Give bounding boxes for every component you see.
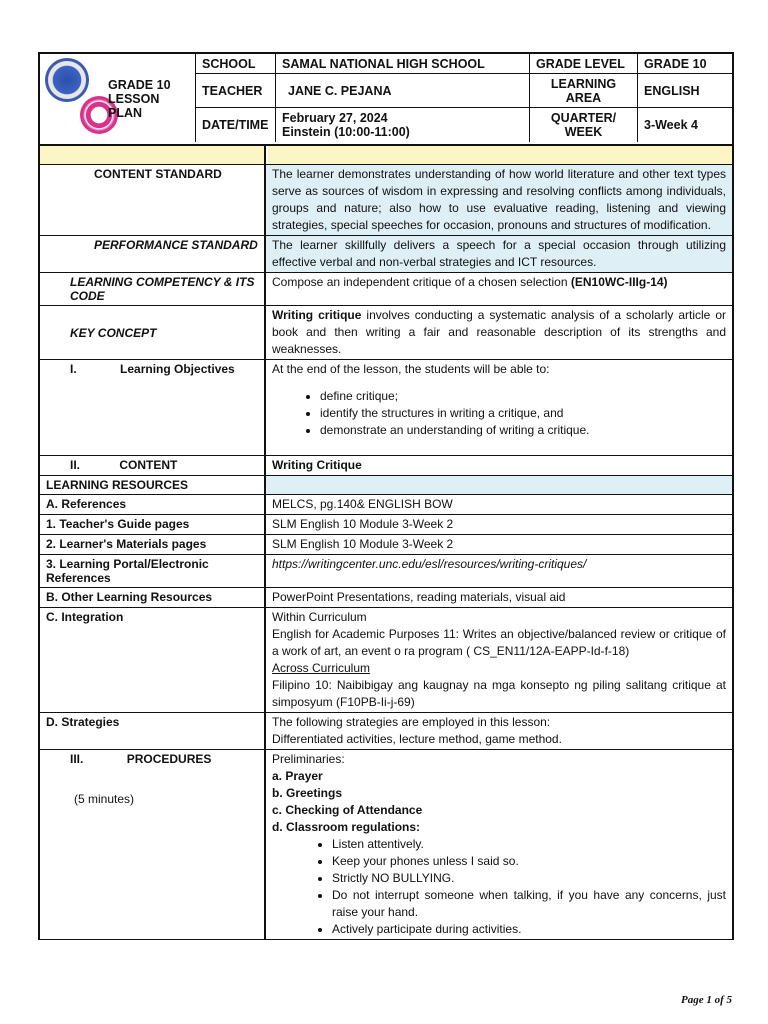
references-value: MELCS, pg.140& ENGLISH BOW xyxy=(272,497,453,511)
date-value: February 27, 2024 xyxy=(282,111,388,125)
content-standard-row xyxy=(38,165,734,236)
school-label: SCHOOL xyxy=(196,54,276,74)
procedures-label-cell xyxy=(40,750,266,939)
within-curriculum-label: Within Curriculum xyxy=(272,610,367,624)
teacher-value: JANE C. PEJANA xyxy=(276,74,530,108)
list-item: • define critique; xyxy=(320,388,726,405)
performance-standard-text: The learner skillfully delivers a speech for a special occasion through utilizing effective verbal and non-verbal strategies and ICT resources. xyxy=(266,236,732,272)
learners-materials-row xyxy=(38,535,734,555)
plan-label: LESSON PLAN xyxy=(108,92,160,120)
integration-label: C. Integration xyxy=(40,608,266,712)
references-label: A. References xyxy=(40,495,266,514)
list-item: • identify the structures in writing a critique, and xyxy=(320,405,726,422)
quarter-label: QUARTER/ WEEK xyxy=(530,108,638,142)
competency-cell xyxy=(266,273,732,305)
references-row xyxy=(38,495,734,515)
objectives-label-cell xyxy=(40,360,266,455)
procedures-row xyxy=(38,750,734,940)
regulations-item: d. Classroom regulations: xyxy=(272,820,421,834)
resources-heading: LEARNING RESOURCES xyxy=(40,476,266,494)
resources-heading-blank xyxy=(266,476,732,494)
objectives-row xyxy=(38,360,734,456)
content-standard-label: CONTENT STANDARD xyxy=(40,165,266,235)
grade-title xyxy=(40,54,196,142)
strategies-line-1: The following strategies are employed in this lesson: xyxy=(272,715,551,729)
content-standard-text: The learner demonstrates understanding of how world literature and other text types serve as sources of wisdom in expressing and resolving conflicts among individuals, groups and nature; also how to use evaluative reading, listening and viewing strategies, special speeches for occasion, pronouns and structures of modification. xyxy=(266,165,732,235)
objectives-cell xyxy=(266,360,732,455)
list-item: • demonstrate an understanding of writing a critique. xyxy=(320,422,726,439)
strategies-label: D. Strategies xyxy=(40,713,266,749)
quarter-value: 3-Week 4 xyxy=(644,118,698,132)
procedures-num: III. xyxy=(70,752,84,766)
teacher-label: TEACHER xyxy=(196,74,276,108)
performance-standard-row xyxy=(38,236,734,273)
grade-level-value: GRADE 10 xyxy=(638,54,732,74)
regulations-list xyxy=(272,836,726,938)
strategies-line-2: Differentiated activities, lecture method, game method. xyxy=(272,732,562,746)
key-concept-term: Writing critique xyxy=(272,308,362,322)
objectives-label: Learning Objectives xyxy=(120,362,235,376)
strategies-cell xyxy=(266,713,732,749)
objectives-list xyxy=(272,388,726,439)
across-curriculum-text: Filipino 10: Naibibigay ang kaugnay na mga konsepto ng piling salitang critique at simposyum (F10PB-Ii-j-69) xyxy=(272,678,726,709)
list-item: • Strictly NO BULLYING. xyxy=(332,870,726,887)
integration-cell xyxy=(266,608,732,712)
lesson-plan-page xyxy=(38,52,734,940)
competency-code: (EN10WC-IIIg-14) xyxy=(570,275,668,289)
procedures-minutes: (5 minutes) xyxy=(74,792,135,806)
date-label: DATE/TIME xyxy=(196,108,276,142)
learning-area-value: ENGLISH xyxy=(638,74,732,108)
teachers-guide-row xyxy=(38,515,734,535)
grade-label: GRADE 10 xyxy=(108,78,171,92)
teachers-guide-label: 1. Teacher's Guide pages xyxy=(40,515,266,534)
objectives-intro: At the end of the lesson, the students will be able to: xyxy=(272,362,550,376)
page-number: Page 1 of 5 xyxy=(680,994,732,1006)
key-concept-label: KEY CONCEPT xyxy=(40,306,266,359)
content-value: Writing Critique xyxy=(272,458,362,472)
resources-heading-row xyxy=(38,476,734,495)
learning-portal-link[interactable]: https://writingcenter.unc.edu/esl/resources/writing-critiques/ xyxy=(272,557,587,571)
learners-materials-label: 2. Learner's Materials pages xyxy=(40,535,266,554)
competency-row xyxy=(38,273,734,306)
content-label: CONTENT xyxy=(119,458,178,472)
content-label-cell xyxy=(40,456,266,475)
procedures-cell xyxy=(266,750,732,939)
prayer-item: a. Prayer xyxy=(272,769,323,783)
performance-standard-label: PERFORMANCE STANDARD xyxy=(40,236,266,272)
key-concept-text: involves conducting a systematic analysis of a scholarly article or book and then writing a fair and reasonable description of its strengths and weaknesses. xyxy=(272,308,726,356)
objectives-num: I. xyxy=(70,362,77,376)
header-table xyxy=(38,52,734,146)
other-resources-label: B. Other Learning Resources xyxy=(40,588,266,607)
competency-label: LEARNING COMPETENCY & ITS CODE xyxy=(40,273,266,305)
learning-portal-row xyxy=(38,555,734,588)
competency-text: Compose an independent critique of a chosen selection xyxy=(272,275,568,289)
other-resources-row xyxy=(38,588,734,608)
learners-materials-value: SLM English 10 Module 3-Week 2 xyxy=(272,537,454,551)
list-item: • Actively participate during activities. xyxy=(332,921,726,938)
list-item: • Listen attentively. xyxy=(332,836,726,853)
integration-row xyxy=(38,608,734,713)
preliminaries-label: Preliminaries: xyxy=(272,752,345,766)
procedures-label: PROCEDURES xyxy=(126,752,212,766)
key-concept-cell xyxy=(266,306,732,359)
time-value: Einstein (10:00-11:00) xyxy=(282,125,410,139)
content-num: II. xyxy=(70,458,81,472)
school-value: SAMAL NATIONAL HIGH SCHOOL xyxy=(276,54,530,74)
teachers-guide-value: SLM English 10 Module 3-Week 2 xyxy=(272,517,454,531)
strategies-row xyxy=(38,713,734,750)
list-item: • Keep your phones unless I said so. xyxy=(332,853,726,870)
content-row xyxy=(38,456,734,476)
learning-area-label: LEARNING AREA xyxy=(530,74,638,108)
greetings-item: b. Greetings xyxy=(272,786,343,800)
learning-portal-label: 3. Learning Portal/Electronic References xyxy=(40,555,266,587)
across-curriculum-label: Across Curriculum xyxy=(272,661,371,675)
grade-level-label: GRADE LEVEL xyxy=(530,54,638,74)
within-curriculum-text: English for Academic Purposes 11: Writes an objective/balanced review or critique of a work of art, an event o ra program ( CS_EN11/12A-EAPP-Id-f-18) xyxy=(272,627,726,658)
yellow-separator xyxy=(38,146,734,165)
key-concept-row xyxy=(38,306,734,360)
date-cell xyxy=(276,108,530,142)
attendance-item: c. Checking of Attendance xyxy=(272,803,423,817)
list-item: • Do not interrupt someone when talking, if you have any concerns, just raise your hand. xyxy=(332,887,726,921)
other-resources-value: PowerPoint Presentations, reading materials, visual aid xyxy=(272,590,566,604)
